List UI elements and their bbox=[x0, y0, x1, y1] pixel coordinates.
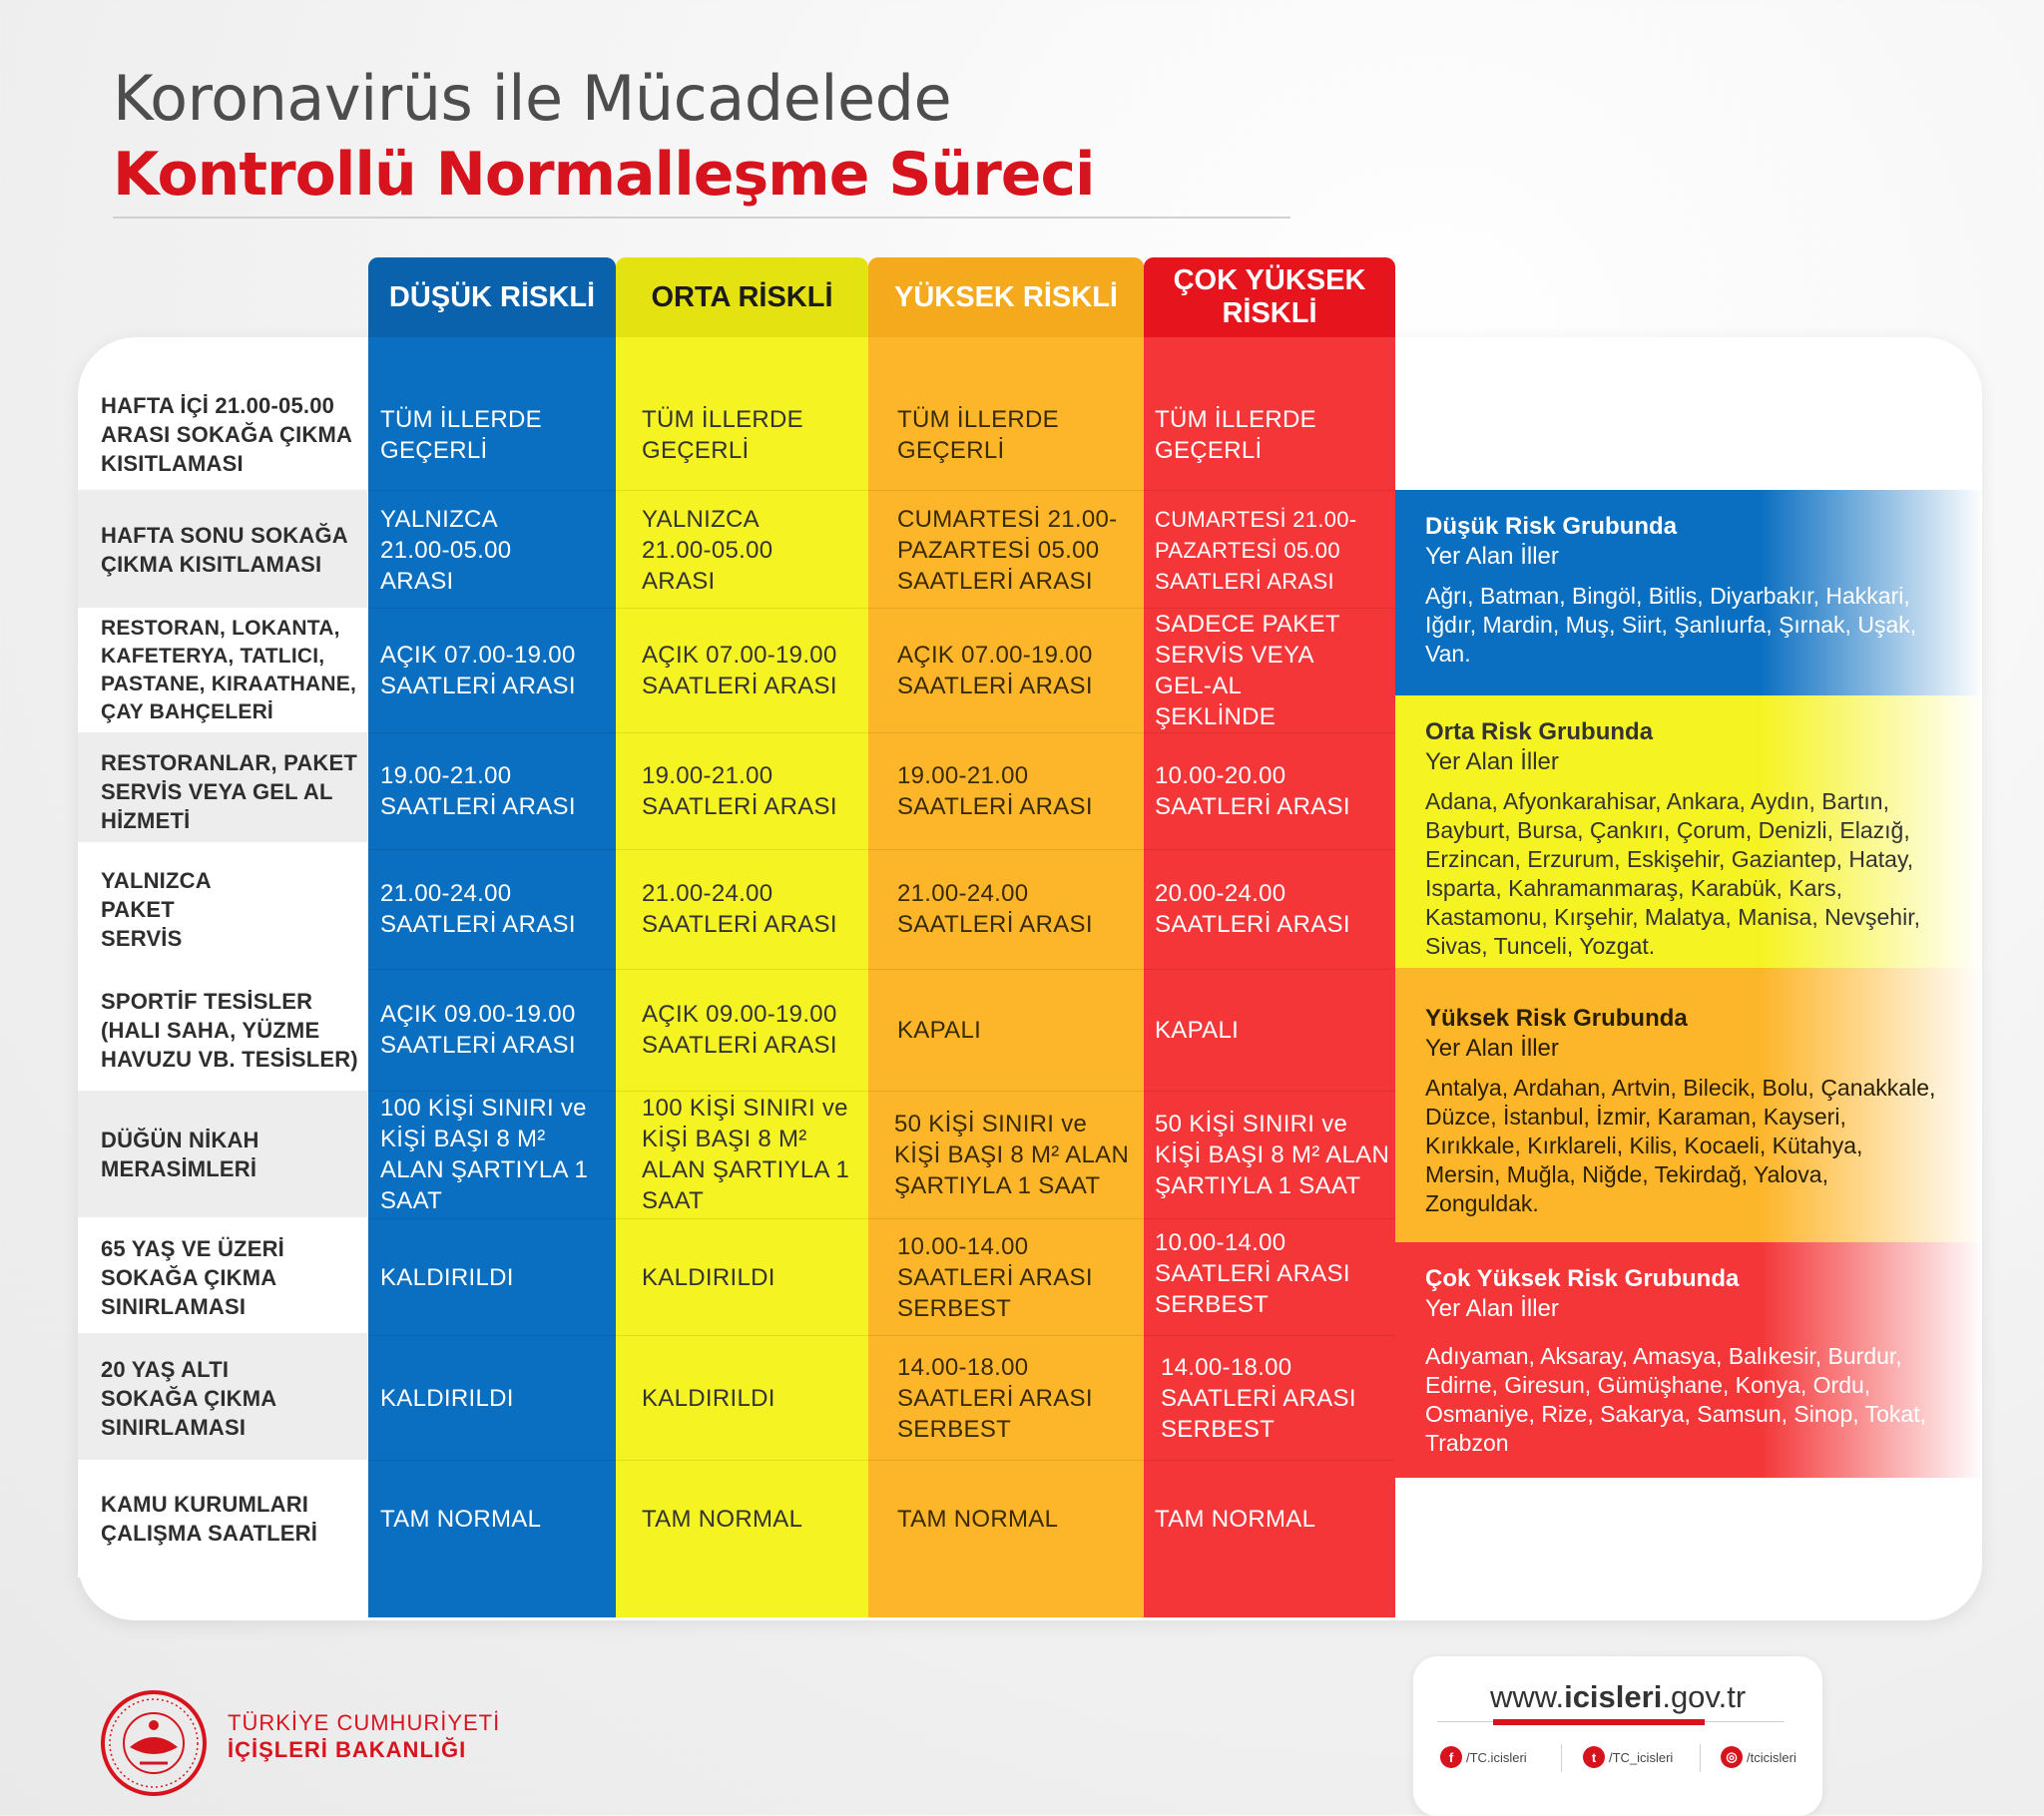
row-divider bbox=[368, 969, 1395, 970]
group-high-risk-subtitle: Yer Alan İller bbox=[1425, 1035, 1559, 1062]
row-label-weekend-curfew: HAFTA SONU SOKAĞA ÇIKMA KISITLAMASI bbox=[101, 523, 348, 577]
group-high-risk-provinces: Antalya, Ardahan, Artvin, Bilecik, Bolu, Çanakkale, Düzce, İstanbul, İzmir, Karaman, Kayseri, Kırıkkale, Kırklareli, Kilis, Kocaeli, Kütahya, Mersin, Muğla, Niğde, Tekirdağ, Yalova, Zonguldak. bbox=[1425, 1075, 1936, 1216]
cell-delivery-takeaway-very-high: 10.00-20.00 SAATLERİ ARASI bbox=[1155, 762, 1350, 820]
header-high-risk: YÜKSEK RİSKLİ bbox=[868, 257, 1144, 337]
social-separator bbox=[1700, 1744, 1701, 1772]
twitter-icon: t bbox=[1583, 1746, 1605, 1768]
row-divider bbox=[368, 1460, 1395, 1461]
cell-under-20-low: KALDIRILDI bbox=[380, 1384, 514, 1412]
cell-under-20-very-high: 14.00-18.00 SAATLERİ ARASI SERBEST bbox=[1161, 1353, 1356, 1443]
facebook-icon: f bbox=[1440, 1746, 1462, 1768]
instagram-icon: ◎ bbox=[1721, 1746, 1743, 1768]
ministry-name-line-1: TÜRKİYE CUMHURİYETİ bbox=[228, 1710, 501, 1735]
cell-delivery-only-very-high: 20.00-24.00 SAATLERİ ARASI bbox=[1155, 880, 1350, 938]
cell-over-65-high: 10.00-14.00 SAATLERİ ARASI SERBEST bbox=[897, 1232, 1093, 1322]
row-divider bbox=[368, 849, 1395, 850]
cell-delivery-takeaway-low: 19.00-21.00 SAATLERİ ARASI bbox=[380, 762, 576, 820]
cell-delivery-takeaway-high: 19.00-21.00 SAATLERİ ARASI bbox=[897, 762, 1093, 820]
header-very-high-risk: ÇOK YÜKSEK RİSKLİ bbox=[1144, 257, 1395, 337]
header-medium-risk: ORTA RİSKLİ bbox=[616, 257, 868, 337]
group-medium-risk-title: Orta Risk Grubunda bbox=[1425, 718, 1654, 745]
row-label-public-institutions: KAMU KURUMLARI ÇALIŞMA SAATLERİ bbox=[101, 1492, 318, 1546]
cell-over-65-medium: KALDIRILDI bbox=[642, 1263, 775, 1291]
group-low-risk bbox=[1395, 490, 1984, 695]
row-label-over-65: 65 YAŞ VE ÜZERİ SOKAĞA ÇIKMA SINIRLAMASI bbox=[101, 1235, 284, 1319]
row-divider bbox=[368, 1091, 1395, 1092]
cell-weekday-curfew-medium: TÜM İLLERDE GEÇERLİ bbox=[642, 406, 803, 464]
group-very-high-risk bbox=[1395, 1242, 1984, 1478]
cell-weekend-curfew-very-high: CUMARTESİ 21.00-PAZARTESİ 05.00 SAATLERİ ARASI bbox=[1155, 506, 1357, 594]
group-low-risk-subtitle: Yer Alan İller bbox=[1425, 543, 1559, 570]
row-label-delivery-takeaway: RESTORANLAR, PAKET SERVİS VEYA GEL AL HİZMETİ bbox=[101, 749, 358, 833]
group-high-risk bbox=[1395, 968, 1984, 1242]
group-medium-risk bbox=[1395, 695, 1984, 968]
title-divider bbox=[113, 217, 1290, 219]
cell-delivery-only-low: 21.00-24.00 SAATLERİ ARASI bbox=[380, 880, 576, 938]
group-very-high-risk-title: Çok Yüksek Risk Grubunda bbox=[1425, 1265, 1740, 1292]
group-medium-risk-provinces: Adana, Afyonkarahisar, Ankara, Aydın, Bartın, Bayburt, Bursa, Çankırı, Çorum, Denizli, Elazığ, Erzincan, Erzurum, Eskişehir, Gaziantep, Hatay, Isparta, Kahramanmaraş, Karabük, Kars, Kastamonu, Kırşehir, Malatya, Manisa, Nevşehir, Sivas, Tunceli, Yozgat. bbox=[1425, 788, 1920, 959]
row-label-weddings: DÜĞÜN NİKAH MERASİMLERİ bbox=[101, 1128, 259, 1181]
row-label-sports-facilities: SPORTİF TESİSLER (HALI SAHA, YÜZME HAVUZU VB. TESİSLER) bbox=[101, 988, 358, 1072]
cell-delivery-only-medium: 21.00-24.00 SAATLERİ ARASI bbox=[642, 880, 837, 938]
instagram-handle: /tcicisleri bbox=[1747, 1749, 1796, 1765]
website-url-domain: icisleri bbox=[1564, 1679, 1663, 1714]
cell-public-institutions-low: TAM NORMAL bbox=[380, 1505, 542, 1533]
cell-over-65-low: KALDIRILDI bbox=[380, 1263, 514, 1291]
cell-weekday-curfew-low: TÜM İLLERDE GEÇERLİ bbox=[380, 406, 542, 464]
cell-weddings-very-high: 50 KİŞİ SINIRI ve KİŞİ BAŞI 8 M² ALAN ŞARTIYLA 1 SAAT bbox=[1155, 1110, 1390, 1199]
social-twitter[interactable] bbox=[1583, 1746, 1673, 1768]
social-facebook[interactable] bbox=[1440, 1746, 1527, 1768]
row-label-weekday-curfew: HAFTA İÇİ 21.00-05.00 ARASI SOKAĞA ÇIKMA KISITLAMASI bbox=[101, 392, 352, 476]
cell-weekday-curfew-high: TÜM İLLERDE GEÇERLİ bbox=[897, 406, 1059, 464]
header-low-risk: DÜŞÜK RİSKLİ bbox=[368, 257, 616, 337]
cell-sports-facilities-high: KAPALI bbox=[897, 1016, 982, 1044]
group-medium-risk-subtitle: Yer Alan İller bbox=[1425, 748, 1559, 775]
cell-restaurants-low: AÇIK 07.00-19.00 SAATLERİ ARASI bbox=[380, 642, 576, 699]
facebook-handle: /TC.icisleri bbox=[1466, 1749, 1527, 1765]
row-label-under-20: 20 YAŞ ALTI SOKAĞA ÇIKMA SINIRLAMASI bbox=[101, 1356, 276, 1440]
cell-weddings-high: 50 KİŞİ SINIRI ve KİŞİ BAŞI 8 M² ALAN ŞARTIYLA 1 SAAT bbox=[894, 1110, 1130, 1199]
cell-weekend-curfew-low: YALNIZCA 21.00-05.00 ARASI bbox=[380, 505, 512, 595]
title-line-2: Kontrollü Normalleşme Süreci bbox=[113, 140, 1095, 210]
website-url-suffix: .gov.tr bbox=[1662, 1679, 1747, 1714]
group-low-risk-title: Düşük Risk Grubunda bbox=[1425, 513, 1678, 540]
group-low-risk-provinces: Ağrı, Batman, Bingöl, Bitlis, Diyarbakır, Hakkari, Iğdır, Mardin, Muş, Siirt, Şanlıurfa, Şırnak, Uşak, Van. bbox=[1425, 583, 1917, 667]
social-instagram[interactable] bbox=[1721, 1746, 1796, 1768]
row-label-delivery-only: YALNIZCA PAKET SERVİS bbox=[101, 867, 211, 951]
ministry-seal-logo bbox=[100, 1689, 208, 1797]
cell-public-institutions-medium: TAM NORMAL bbox=[642, 1505, 803, 1533]
cell-sports-facilities-low: AÇIK 09.00-19.00 SAATLERİ ARASI bbox=[380, 1001, 576, 1059]
group-very-high-risk-provinces: Adıyaman, Aksaray, Amasya, Balıkesir, Burdur, Edirne, Giresun, Gümüşhane, Konya, Ordu, Osmaniye, Rize, Sakarya, Samsun, Sinop, Tokat, Trabzon bbox=[1425, 1343, 1926, 1456]
cell-sports-facilities-medium: AÇIK 09.00-19.00 SAATLERİ ARASI bbox=[642, 1001, 837, 1059]
website-url-prefix: www. bbox=[1490, 1679, 1565, 1714]
row-label-restaurants: RESTORAN, LOKANTA, KAFETERYA, TATLICI, PASTANE, KIRAATHANE, ÇAY BAHÇELERİ bbox=[101, 617, 356, 723]
cell-public-institutions-very-high: TAM NORMAL bbox=[1155, 1505, 1316, 1533]
row-divider bbox=[368, 1335, 1395, 1336]
cell-under-20-medium: KALDIRILDI bbox=[642, 1384, 775, 1412]
website-url[interactable] bbox=[1490, 1679, 1746, 1715]
ministry-name-line-2: İÇİŞLERİ BAKANLIĞI bbox=[228, 1737, 467, 1762]
twitter-handle: /TC_icisleri bbox=[1609, 1749, 1674, 1765]
cell-delivery-only-high: 21.00-24.00 SAATLERİ ARASI bbox=[897, 880, 1093, 938]
cell-weekend-curfew-medium: YALNIZCA 21.00-05.00 ARASI bbox=[642, 505, 773, 595]
cell-restaurants-high: AÇIK 07.00-19.00 SAATLERİ ARASI bbox=[897, 642, 1093, 699]
cell-weddings-medium: 100 KİŞİ SINIRI ve KİŞİ BAŞI 8 M² ALAN ŞARTIYLA 1 SAAT bbox=[642, 1095, 850, 1214]
cell-sports-facilities-very-high: KAPALI bbox=[1155, 1016, 1240, 1044]
cell-under-20-high: 14.00-18.00 SAATLERİ ARASI SERBEST bbox=[897, 1353, 1093, 1443]
row-divider bbox=[368, 490, 1395, 491]
title-line-1: Koronavirüs ile Mücadelede bbox=[113, 62, 952, 135]
cell-restaurants-medium: AÇIK 07.00-19.00 SAATLERİ ARASI bbox=[642, 642, 837, 699]
cell-weekend-curfew-high: CUMARTESİ 21.00-PAZARTESİ 05.00 SAATLERİ ARASI bbox=[897, 505, 1118, 595]
group-high-risk-title: Yüksek Risk Grubunda bbox=[1425, 1005, 1688, 1032]
cell-weekday-curfew-very-high: TÜM İLLERDE GEÇERLİ bbox=[1155, 406, 1316, 464]
url-underline bbox=[1493, 1719, 1705, 1725]
cell-delivery-takeaway-medium: 19.00-21.00 SAATLERİ ARASI bbox=[642, 762, 837, 820]
cell-restaurants-very-high: SADECE PAKET SERVİS VEYA GEL-AL ŞEKLİNDE bbox=[1155, 611, 1340, 730]
row-divider bbox=[368, 732, 1395, 733]
cell-public-institutions-high: TAM NORMAL bbox=[897, 1505, 1059, 1533]
cell-over-65-very-high: 10.00-14.00 SAATLERİ ARASI SERBEST bbox=[1155, 1228, 1350, 1318]
group-very-high-risk-subtitle: Yer Alan İller bbox=[1425, 1295, 1559, 1322]
social-separator bbox=[1561, 1744, 1562, 1772]
cell-weddings-low: 100 KİŞİ SINIRI ve KİŞİ BAŞI 8 M² ALAN ŞARTIYLA 1 SAAT bbox=[380, 1095, 589, 1214]
